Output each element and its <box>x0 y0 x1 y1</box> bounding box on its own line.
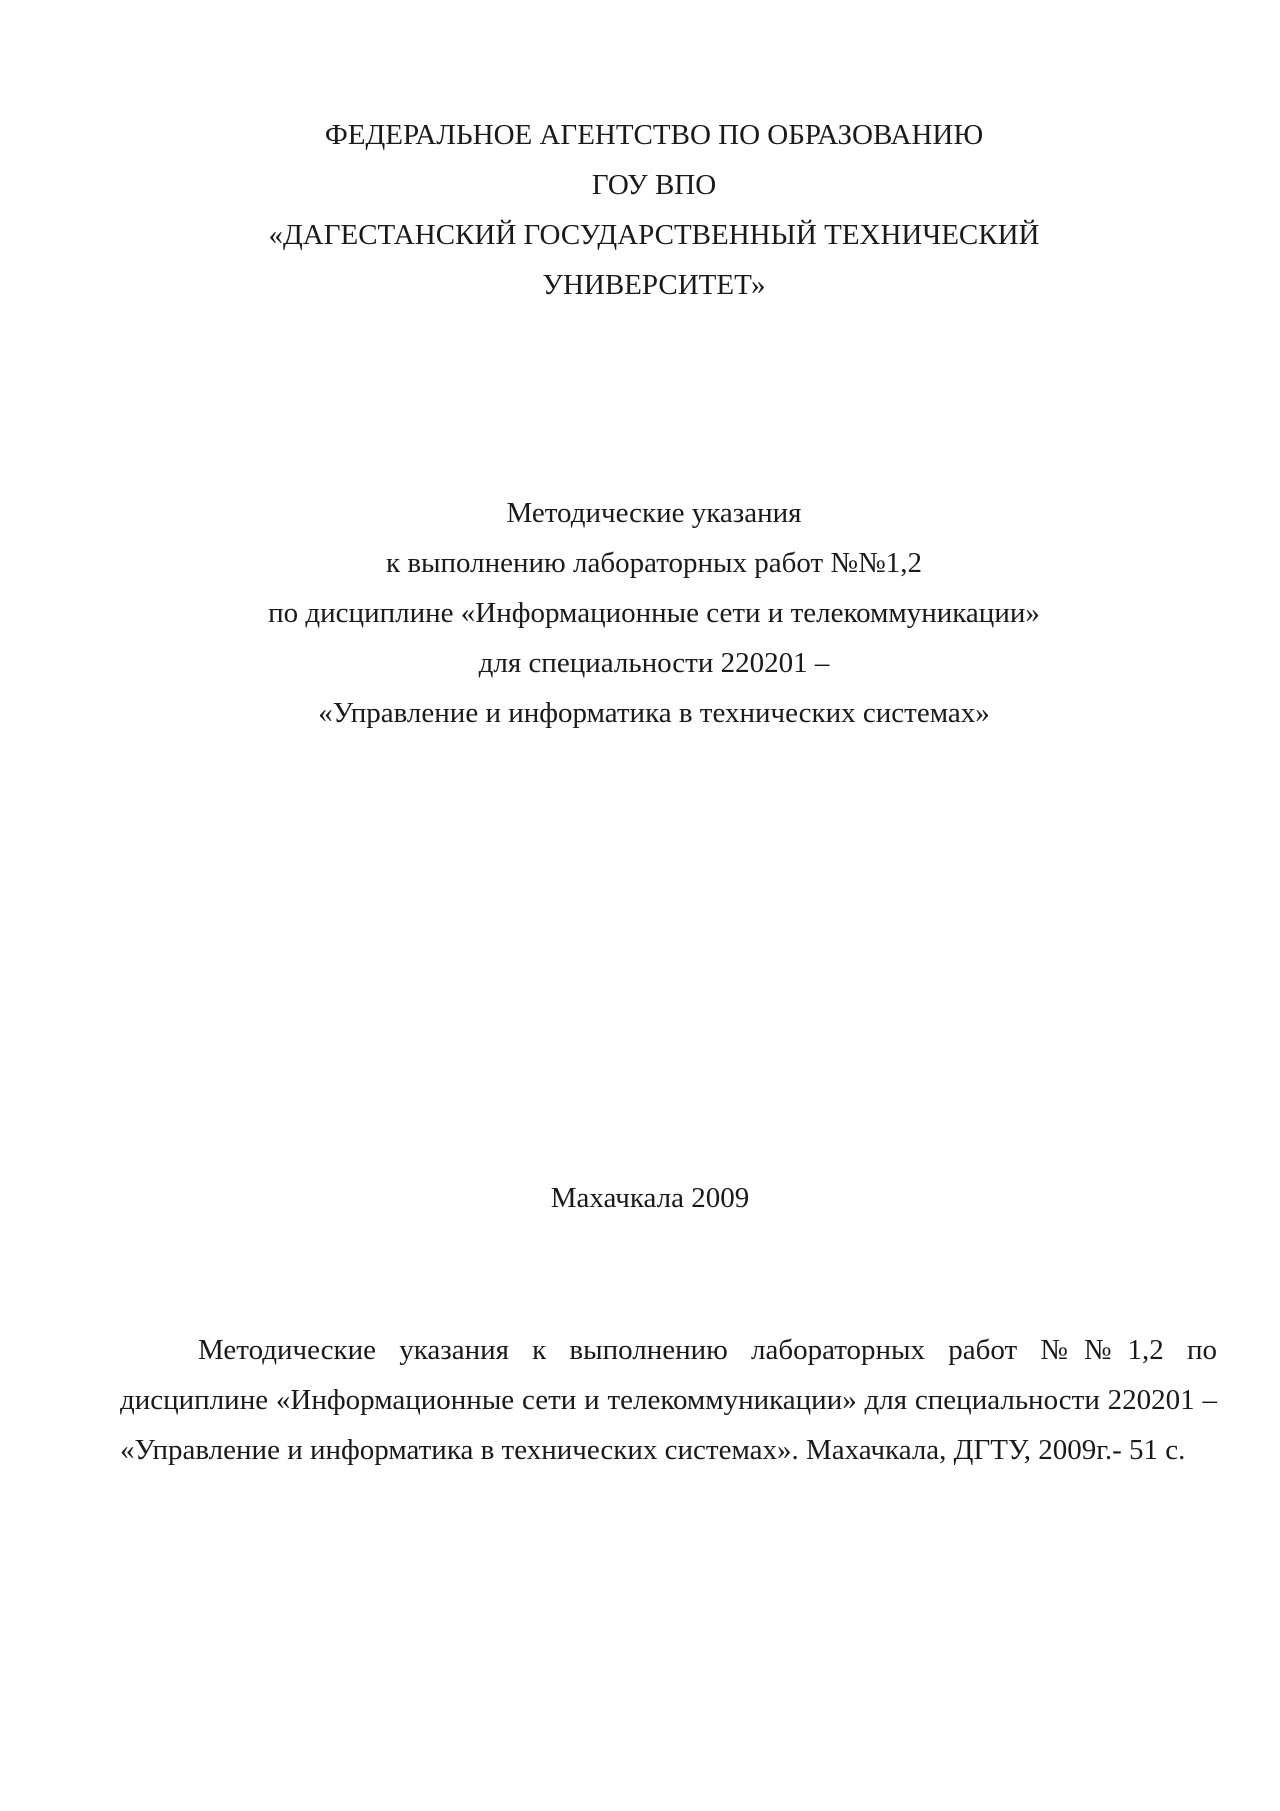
agency-name: ФЕДЕРАЛЬНОЕ АГЕНТСТВО ПО ОБРАЗОВАНИЮ <box>324 119 984 151</box>
title-line-3: по дисциплине «Информационные сети и телекоммуникации» <box>268 597 1040 629</box>
university-name-line1: «ДАГЕСТАНСКИЙ ГОСУДАРСТВЕННЫЙ ТЕХНИЧЕСКИЙ <box>268 219 1040 251</box>
university-name-line2: УНИВЕРСИТЕТ» <box>542 269 766 301</box>
city-year: Махачкала 2009 <box>550 1182 750 1214</box>
title-line-2: к выполнению лабораторных работ №№1,2 <box>386 547 922 579</box>
institution-type: ГОУ ВПО <box>591 169 717 201</box>
bibliographic-annotation: Методические указания к выполнению лабораторных работ №№1,2 по дисциплине «Информационные сети и телекоммуникации» для специальности 220201 – «Управление и информатика в технических системах». Махачкала, ДГТУ, 2009г.- 51 с. <box>120 1334 1217 1466</box>
document-title <box>0 488 1280 738</box>
title-line-4: для специальности 220201 – <box>478 647 830 679</box>
title-line-1: Методические указания <box>506 497 802 529</box>
title-line-5: «Управление и информатика в технических системах» <box>318 697 990 729</box>
title-page-header <box>0 110 1280 310</box>
imprint <box>0 1173 1280 1223</box>
